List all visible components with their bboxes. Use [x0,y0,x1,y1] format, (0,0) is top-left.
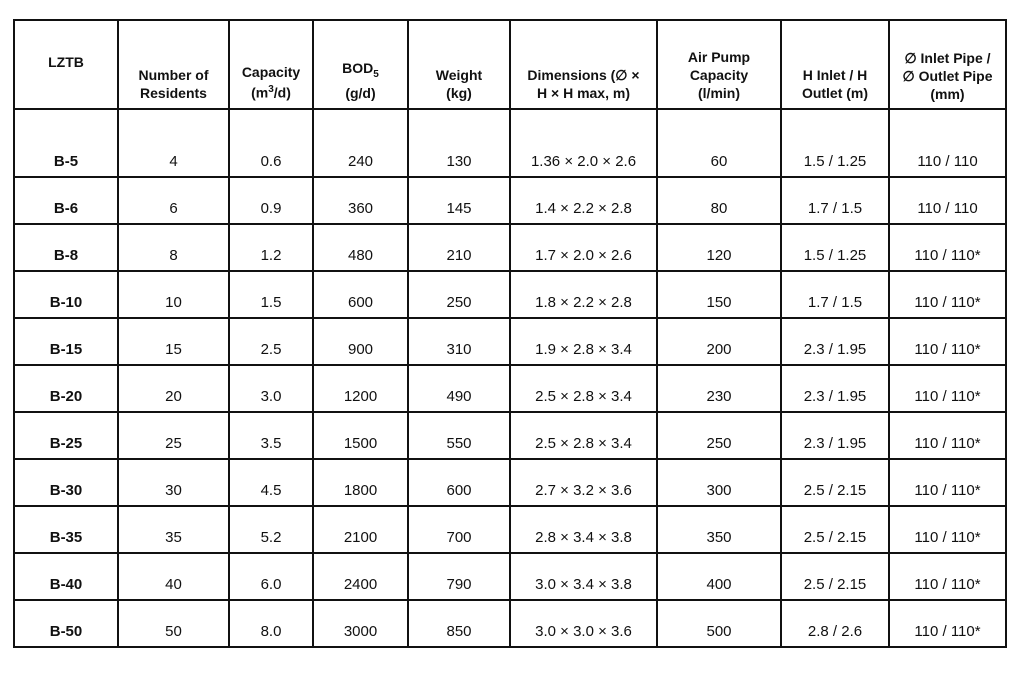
cell-air-pump: 230 [657,365,781,412]
table-row [14,600,1006,647]
cell-dimensions: 1.9 × 2.8 × 3.4 [510,318,657,365]
table-row [14,459,1006,506]
cell-capacity: 3.0 [229,365,313,412]
cell-air-pump: 200 [657,318,781,365]
cell-residents: 40 [118,553,229,600]
header-h-inlet-line-2: Outlet (m) [801,85,869,101]
cell-capacity: 4.5 [229,459,313,506]
cell-pipe: 110 / 110* [889,600,1006,647]
cell-pipe: 110 / 110* [889,459,1006,506]
header-dimensions-line-1: Dimensions (∅ × [527,67,640,83]
cell-residents: 35 [118,506,229,553]
table-body [14,109,1006,647]
specifications-table [13,19,1007,648]
cell-air-pump: 350 [657,506,781,553]
header-air-pump-line-1: Air Pump [687,49,751,65]
cell-weight: 790 [408,553,510,600]
cell-model: B-8 [14,224,118,271]
cell-model: B-30 [14,459,118,506]
header-h-inlet-line-1: H Inlet / H [802,67,868,83]
header-weight-line-1: Weight [435,67,483,83]
cell-capacity: 3.5 [229,412,313,459]
cell-h-inlet: 2.5 / 2.15 [781,553,889,600]
header-capacity [229,20,313,109]
cell-bod: 1800 [313,459,408,506]
cell-bod: 600 [313,271,408,318]
table-row [14,177,1006,224]
cell-h-inlet: 2.5 / 2.15 [781,459,889,506]
header-weight-line-2: (kg) [446,85,472,101]
table-row [14,224,1006,271]
cell-model: B-15 [14,318,118,365]
cell-residents: 25 [118,412,229,459]
cell-dimensions: 2.7 × 3.2 × 3.6 [510,459,657,506]
cell-air-pump: 250 [657,412,781,459]
cell-pipe: 110 / 110* [889,271,1006,318]
cell-model: B-20 [14,365,118,412]
cell-residents: 8 [118,224,229,271]
table-row [14,365,1006,412]
cell-pipe: 110 / 110* [889,506,1006,553]
cell-capacity: 8.0 [229,600,313,647]
cell-capacity: 1.2 [229,224,313,271]
table-row [14,109,1006,177]
header-weight [408,20,510,109]
header-pipe-line-1: ∅ Inlet Pipe / [904,50,991,66]
cell-bod: 900 [313,318,408,365]
cell-h-inlet: 2.5 / 2.15 [781,506,889,553]
cell-dimensions: 2.5 × 2.8 × 3.4 [510,365,657,412]
cell-bod: 3000 [313,600,408,647]
cell-weight: 310 [408,318,510,365]
cell-bod: 1200 [313,365,408,412]
cell-air-pump: 60 [657,109,781,177]
header-bod-line-1 [314,59,407,84]
cell-air-pump: 120 [657,224,781,271]
cell-weight: 145 [408,177,510,224]
header-air-pump-line-2: Capacity [689,67,749,83]
table-row [14,553,1006,600]
cell-air-pump: 500 [657,600,781,647]
cell-weight: 210 [408,224,510,271]
cell-pipe: 110 / 110 [889,177,1006,224]
cell-weight: 550 [408,412,510,459]
cell-pipe: 110 / 110 [889,109,1006,177]
table-row [14,318,1006,365]
cell-dimensions: 1.8 × 2.2 × 2.8 [510,271,657,318]
cell-residents: 50 [118,600,229,647]
header-capacity-line-1: Capacity [241,64,301,81]
cell-h-inlet: 1.7 / 1.5 [781,177,889,224]
cell-capacity: 5.2 [229,506,313,553]
header-capacity-line-2 [230,81,312,102]
cell-model: B-10 [14,271,118,318]
cell-h-inlet: 2.3 / 1.95 [781,412,889,459]
cell-pipe: 110 / 110* [889,224,1006,271]
table-row [14,412,1006,459]
header-bod-line-2: (g/d) [345,85,376,101]
cell-dimensions: 1.36 × 2.0 × 2.6 [510,109,657,177]
header-h-inlet [781,20,889,109]
cell-model: B-6 [14,177,118,224]
cell-model: B-35 [14,506,118,553]
cell-model: B-25 [14,412,118,459]
header-dimensions-line-2: H × H max, m) [537,85,630,101]
cell-model: B-5 [14,109,118,177]
cell-h-inlet: 1.5 / 1.25 [781,224,889,271]
header-pipe-line-3: (mm) [930,86,965,102]
header-bod-sub: 5 [373,69,379,80]
cell-residents: 15 [118,318,229,365]
cell-bod: 360 [313,177,408,224]
cell-residents: 4 [118,109,229,177]
header-residents [118,20,229,109]
cell-bod: 240 [313,109,408,177]
header-bod-label: BOD [342,60,374,77]
cell-h-inlet: 2.8 / 2.6 [781,600,889,647]
cell-bod: 1500 [313,412,408,459]
cell-weight: 600 [408,459,510,506]
cell-residents: 30 [118,459,229,506]
cell-air-pump: 80 [657,177,781,224]
cell-weight: 700 [408,506,510,553]
header-air-pump-line-3: (l/min) [698,85,740,101]
header-dimensions [510,20,657,109]
cell-residents: 6 [118,177,229,224]
cell-model: B-40 [14,553,118,600]
cell-weight: 490 [408,365,510,412]
cell-capacity: 6.0 [229,553,313,600]
header-bod [313,20,408,109]
cell-pipe: 110 / 110* [889,318,1006,365]
cell-weight: 850 [408,600,510,647]
cell-capacity: 0.9 [229,177,313,224]
cell-capacity: 0.6 [229,109,313,177]
header-model [14,20,118,109]
cell-bod: 2400 [313,553,408,600]
cell-h-inlet: 2.3 / 1.95 [781,318,889,365]
cell-pipe: 110 / 110* [889,412,1006,459]
cell-pipe: 110 / 110* [889,365,1006,412]
cell-bod: 480 [313,224,408,271]
cell-h-inlet: 2.3 / 1.95 [781,365,889,412]
header-air-pump [657,20,781,109]
header-residents-line-2: Residents [140,85,207,101]
cell-residents: 10 [118,271,229,318]
header-capacity-unit-post: /d) [273,85,291,101]
header-capacity-unit-sup: 3 [268,84,274,96]
header-capacity-unit-pre: (m [251,85,269,101]
cell-air-pump: 400 [657,553,781,600]
cell-dimensions: 2.5 × 2.8 × 3.4 [510,412,657,459]
cell-weight: 250 [408,271,510,318]
cell-h-inlet: 1.7 / 1.5 [781,271,889,318]
cell-model: B-50 [14,600,118,647]
cell-pipe: 110 / 110* [889,553,1006,600]
header-pipe-line-2: ∅ Outlet Pipe [902,68,993,84]
header-model-label: LZTB [48,54,84,70]
cell-air-pump: 150 [657,271,781,318]
header-pipe [889,20,1006,109]
cell-dimensions: 3.0 × 3.0 × 3.6 [510,600,657,647]
header-residents-line-1: Number of [138,67,209,83]
cell-capacity: 2.5 [229,318,313,365]
cell-dimensions: 1.7 × 2.0 × 2.6 [510,224,657,271]
header-row [14,20,1006,109]
table-row [14,271,1006,318]
cell-h-inlet: 1.5 / 1.25 [781,109,889,177]
cell-dimensions: 3.0 × 3.4 × 3.8 [510,553,657,600]
cell-dimensions: 2.8 × 3.4 × 3.8 [510,506,657,553]
table-row [14,506,1006,553]
cell-capacity: 1.5 [229,271,313,318]
cell-bod: 2100 [313,506,408,553]
cell-residents: 20 [118,365,229,412]
cell-weight: 130 [408,109,510,177]
cell-dimensions: 1.4 × 2.2 × 2.8 [510,177,657,224]
cell-air-pump: 300 [657,459,781,506]
